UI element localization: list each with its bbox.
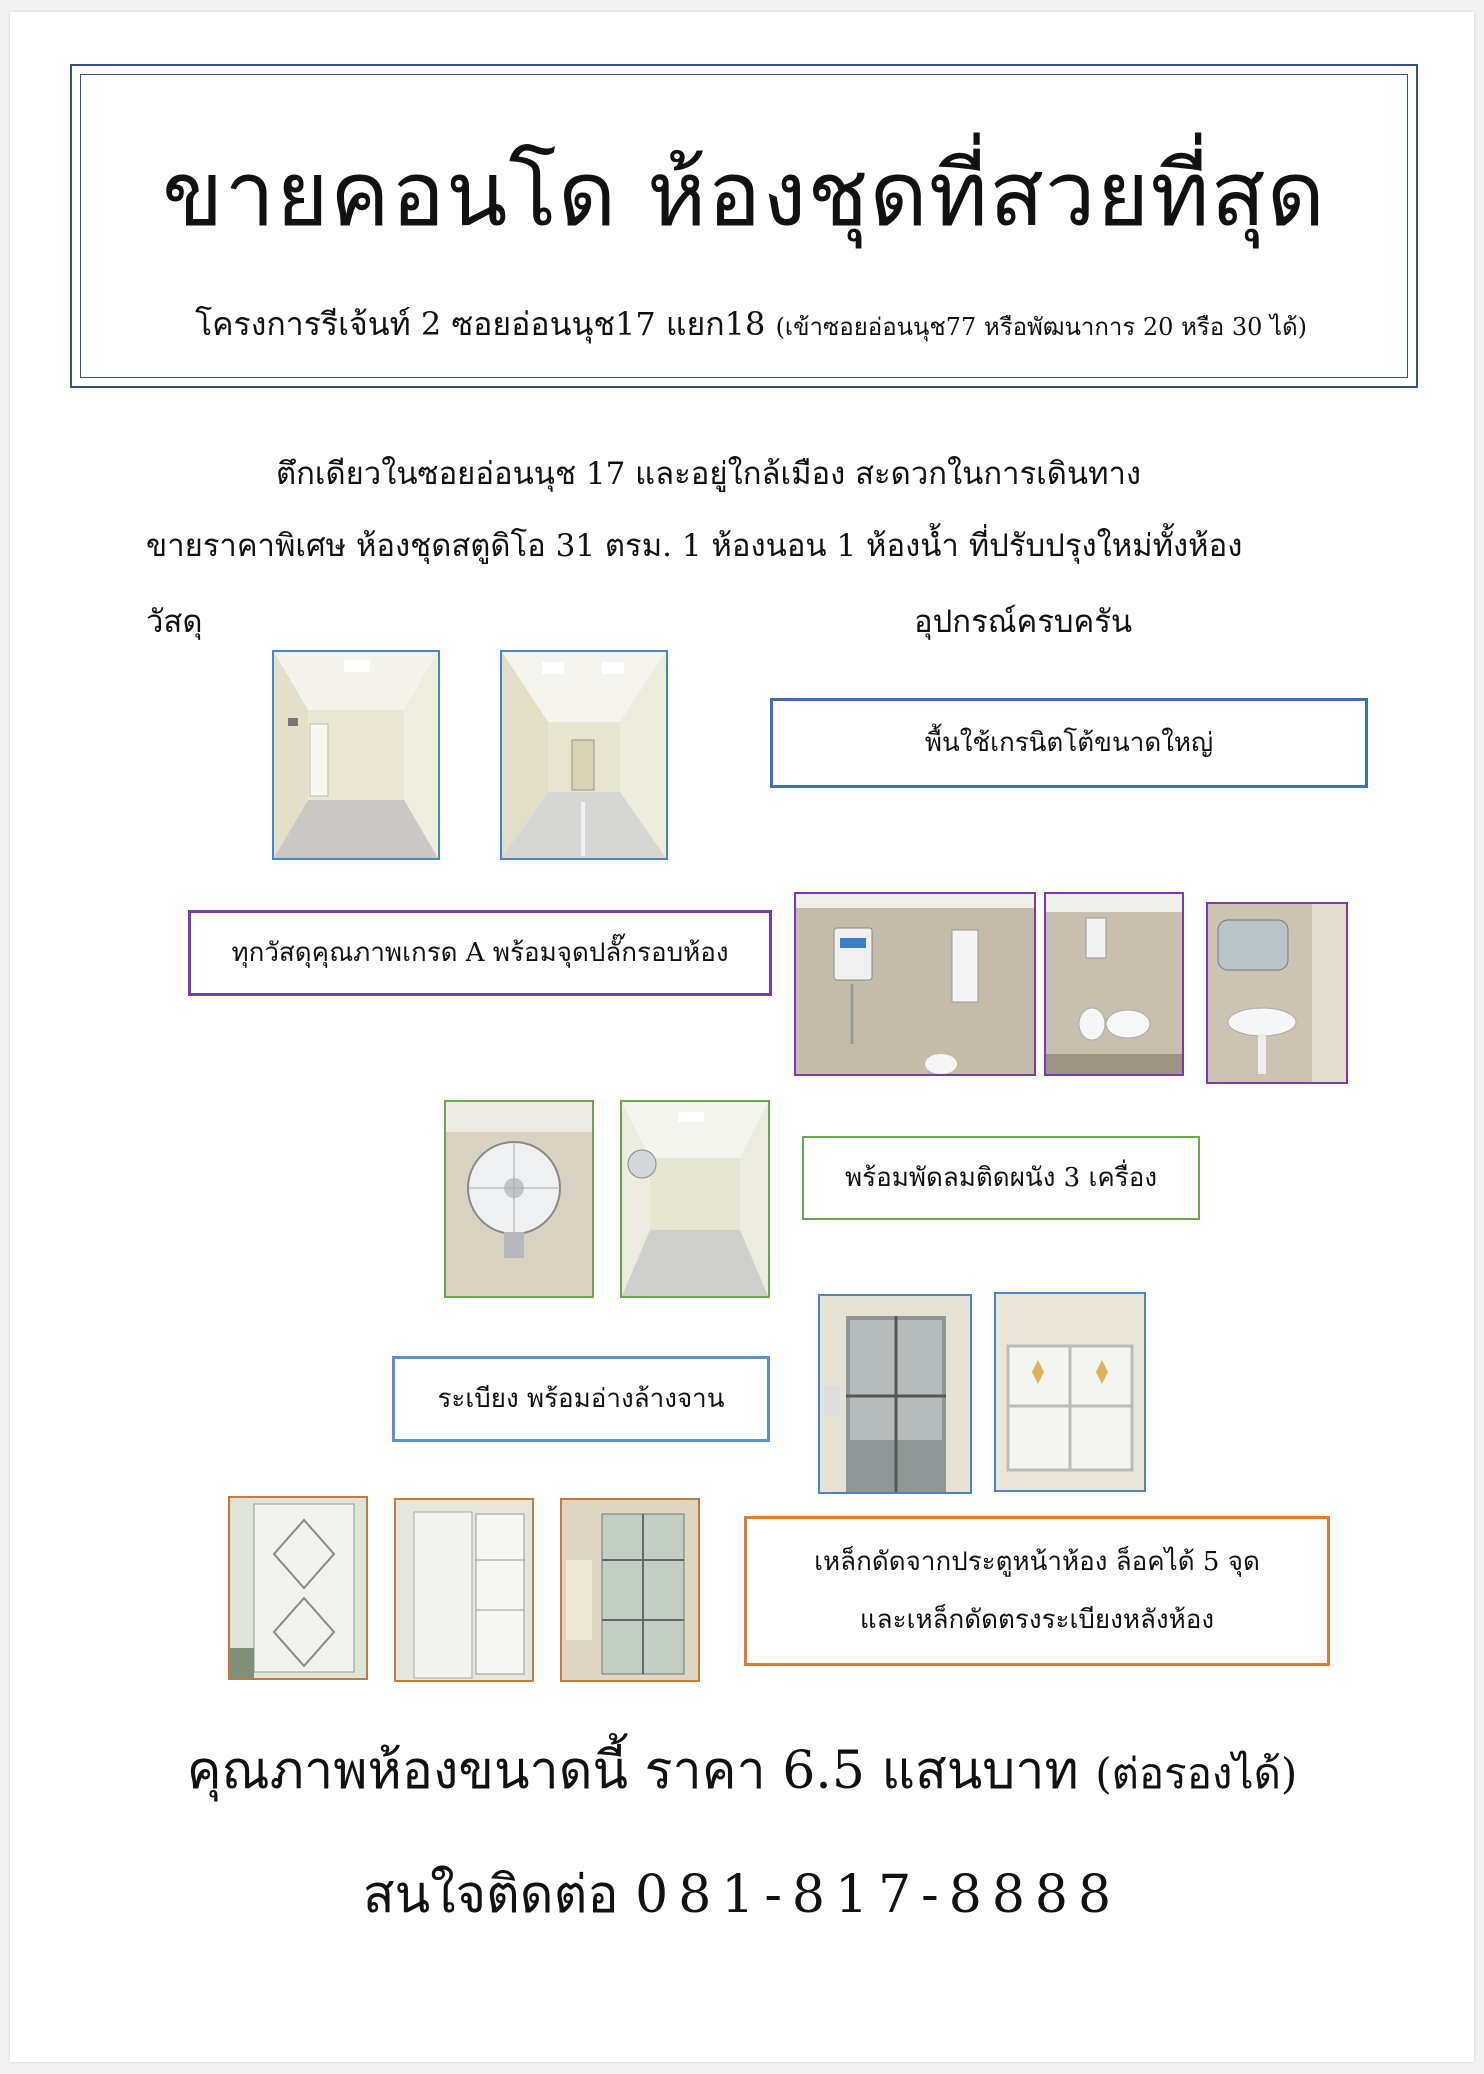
intro-line-2: ขายราคาพิเศษ ห้องชุดสตูดิโอ 31 ตรม. 1 ห้องนอน 1 ห้องน้ำ ที่ปรับปรุงใหม่ทั้งห้อง [146,528,1243,564]
intro-line-3-right: อุปกรณ์ครบครัน [914,604,1133,640]
title-frame [70,64,1418,388]
project-subtitle [110,302,1392,349]
intro-line-3-left: วัสดุ [146,604,203,640]
fan-photo-2 [620,1100,770,1298]
bathroom-photo-3 [1206,902,1348,1084]
caption-floor: พื้นใช้เกรนิตโต้ขนาดใหญ่ [770,698,1368,788]
caption-fans: พร้อมพัดลมติดผนัง 3 เครื่อง [802,1136,1200,1220]
room-photo-2 [500,650,668,860]
intro-line-1: ตึกเดียวในซอยอ่อนนุช 17 และอยู่ใกล้เมือง สะดวกในการเดินทาง [276,456,1142,492]
project-access-note: (เข้าซอยอ่อนนุช77 หรือพัฒนาการ 20 หรือ 30 ได้) [775,313,1308,341]
caption-balcony: ระเบียง พร้อมอ่างล้างจาน [392,1356,770,1442]
caption-materials: ทุกวัสดุคุณภาพเกรด A พร้อมจุดปลั๊กรอบห้อง [188,910,772,996]
security-photo-3 [560,1498,700,1682]
price-line [10,1736,1474,1809]
bathroom-photo-2 [1044,892,1184,1076]
security-photo-2 [394,1498,534,1682]
balcony-photo-2 [994,1292,1146,1492]
caption-security-line-2: และเหล็กดัดตรงระเบียงหลังห้อง [859,1605,1215,1635]
bathroom-photo-1 [794,892,1036,1076]
security-photo-1 [228,1496,368,1680]
price-text: คุณภาพห้องขนาดนี้ ราคา 6.5 แสนบาท [186,1741,1079,1801]
page-title: ขายคอนโด ห้องชุดที่สวยที่สุด [161,142,1327,247]
contact-line [10,1860,1474,1930]
contact-label: สนใจติดต่อ [362,1865,619,1925]
caption-security-line-1: เหล็กดัดจากประตูหน้าห้อง ล็อคได้ 5 จุด [814,1547,1260,1577]
caption-security [744,1516,1330,1666]
balcony-photo-1 [818,1294,972,1494]
fan-photo-1 [444,1100,594,1298]
contact-phone[interactable]: 081-817-8888 [635,1865,1122,1925]
price-note: (ต่อรองได้) [1095,1749,1298,1798]
room-photo-1 [272,650,440,860]
project-name: โครงการรีเจ้นท์ 2 ซอยอ่อนนุช17 แยก18 [194,305,766,343]
flyer-page [10,12,1474,2062]
